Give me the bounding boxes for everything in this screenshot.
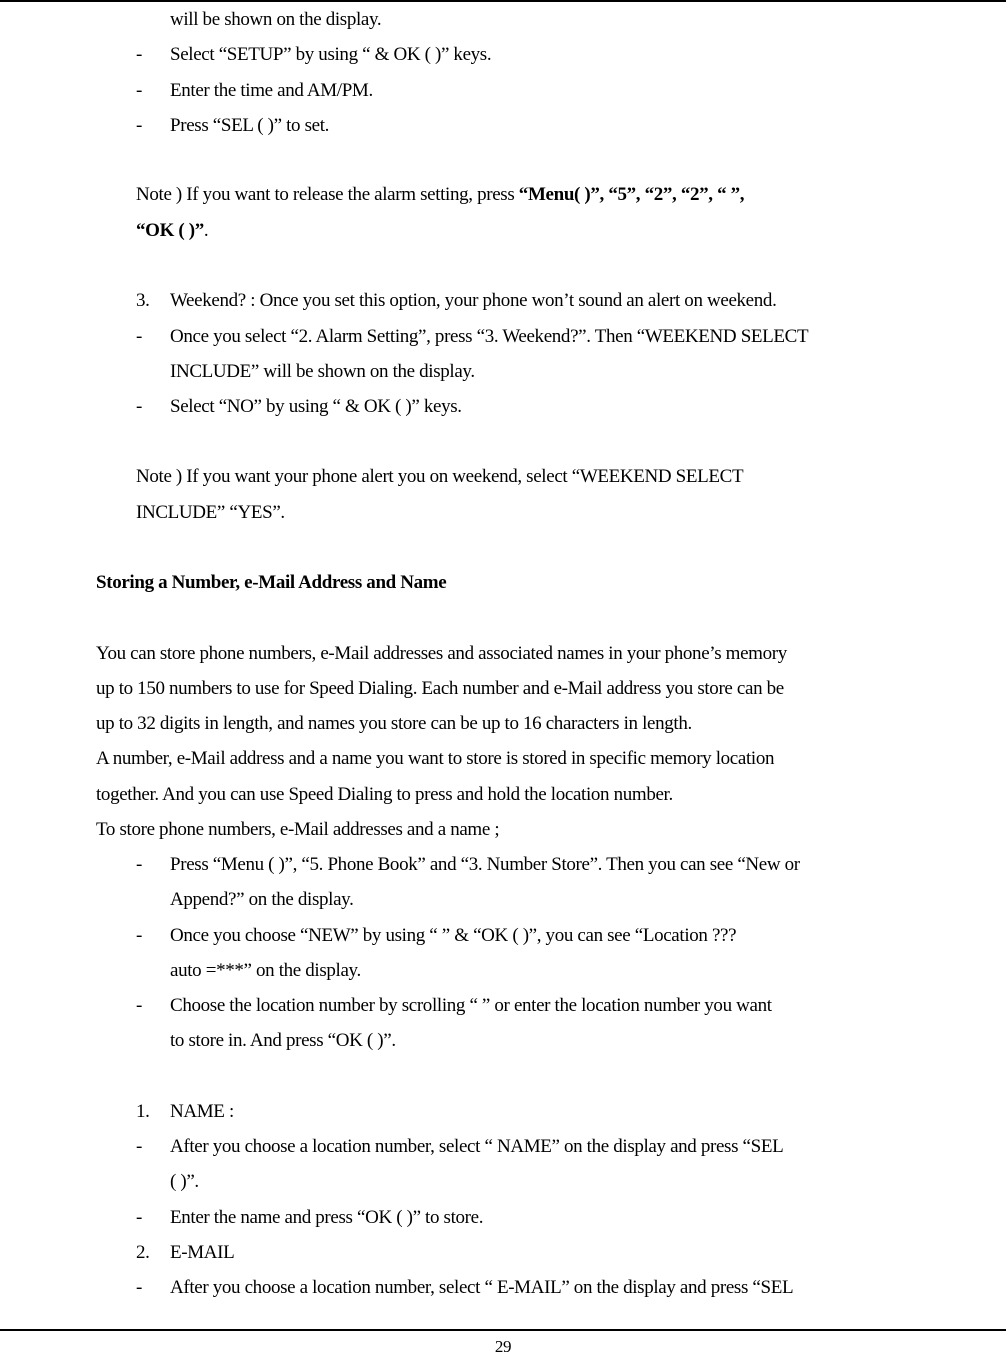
paragraph-line: You can store phone numbers, e-Mail addresses and associated names in your phone’s memory <box>96 643 787 664</box>
list-dash: - <box>136 115 142 136</box>
list-item-continued: auto =***” on the display. <box>170 960 361 981</box>
note-line: INCLUDE” “YES”. <box>136 502 285 523</box>
list-item: After you choose a location number, select “ E-MAIL” on the display and press “SEL <box>170 1277 794 1298</box>
note-line: Note ) If you want your phone alert you on weekend, select “WEEKEND SELECT <box>136 466 744 487</box>
list-item: Once you choose “NEW” by using “ ” & “OK ( )”, you can see “Location ??? <box>170 925 737 946</box>
list-item-continued: ( )”. <box>170 1171 199 1192</box>
list-item: Weekend? : Once you set this option, your phone won’t sound an alert on weekend. <box>170 290 777 311</box>
list-dash: - <box>136 1136 142 1157</box>
list-item: Select “NO” by using “ & OK ( )” keys. <box>170 396 462 417</box>
list-item-continued: Append?” on the display. <box>170 889 354 910</box>
list-item: Select “SETUP” by using “ & OK ( )” keys. <box>170 44 492 65</box>
paragraph-line: To store phone numbers, e-Mail addresses and a name ; <box>96 819 500 840</box>
list-dash: - <box>136 326 142 347</box>
paragraph-line: A number, e-Mail address and a name you want to store is stored in specific memory location <box>96 748 775 769</box>
list-item: Enter the name and press “OK ( )” to store. <box>170 1207 484 1228</box>
section-heading: Storing a Number, e-Mail Address and Name <box>96 572 447 593</box>
paragraph-line: together. And you can use Speed Dialing to press and hold the location number. <box>96 784 673 805</box>
note-text: Note ) If you want to release the alarm setting, press <box>136 184 519 205</box>
list-item-continued: INCLUDE” will be shown on the display. <box>170 361 475 382</box>
note-keys: “OK ( )” <box>136 220 204 241</box>
list-dash: - <box>136 44 142 65</box>
list-dash: - <box>136 1277 142 1298</box>
list-item: Enter the time and AM/PM. <box>170 80 373 101</box>
note-line <box>136 183 744 207</box>
list-number: 2. <box>136 1242 150 1263</box>
list-item: Once you select “2. Alarm Setting”, press “3. Weekend?”. Then “WEEKEND SELECT <box>170 326 809 347</box>
note-text: . <box>203 220 209 241</box>
text-line: will be shown on the display. <box>170 9 382 30</box>
top-rule <box>0 0 1006 2</box>
list-dash: - <box>136 396 142 417</box>
list-dash: - <box>136 925 142 946</box>
list-number: 3. <box>136 290 150 311</box>
list-item: E-MAIL <box>170 1242 235 1263</box>
note-line <box>136 219 208 243</box>
list-item: NAME : <box>170 1101 234 1122</box>
list-dash: - <box>136 854 142 875</box>
list-item-continued: to store in. And press “OK ( )”. <box>170 1030 396 1051</box>
paragraph-line: up to 32 digits in length, and names you store can be up to 16 characters in length. <box>96 713 692 734</box>
list-item: After you choose a location number, select “ NAME” on the display and press “SEL <box>170 1136 784 1157</box>
bottom-rule <box>0 1329 1006 1331</box>
note-keys: “Menu( )”, “5”, “2”, “2”, “ ”, <box>518 184 745 205</box>
list-dash: - <box>136 1207 142 1228</box>
list-item: Press “SEL ( )” to set. <box>170 115 330 136</box>
list-dash: - <box>136 995 142 1016</box>
list-item: Choose the location number by scrolling “ ” or enter the location number you want <box>170 995 772 1016</box>
paragraph-line: up to 150 numbers to use for Speed Dialing. Each number and e-Mail address you store can be <box>96 678 784 699</box>
list-item: Press “Menu ( )”, “5. Phone Book” and “3. Number Store”. Then you can see “New or <box>170 854 800 875</box>
list-dash: - <box>136 80 142 101</box>
page-number: 29 <box>494 1337 512 1356</box>
list-number: 1. <box>136 1101 150 1122</box>
